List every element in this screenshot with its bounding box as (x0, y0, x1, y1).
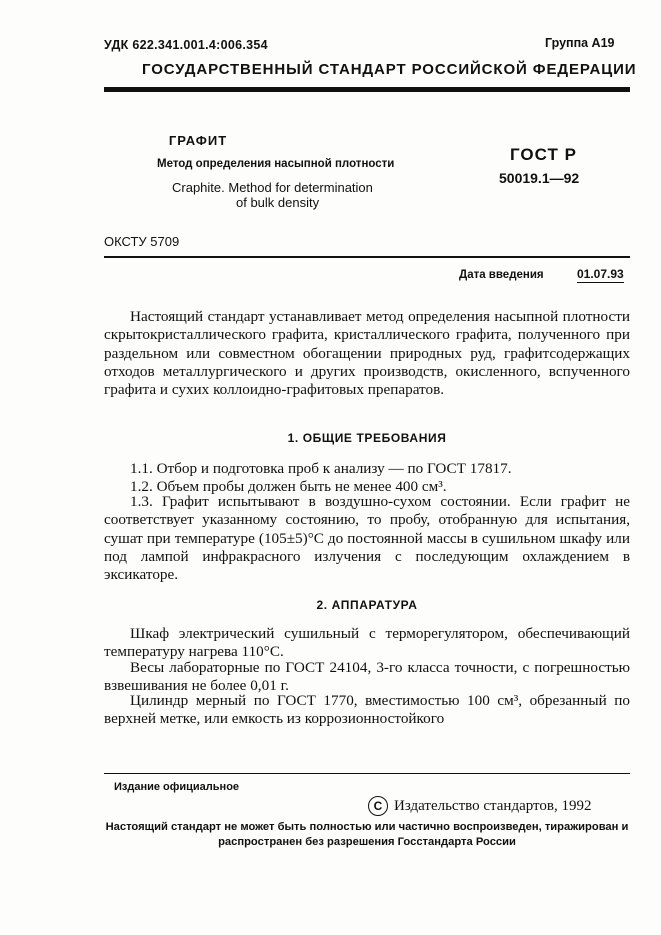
gost-label: ГОСТ Р (510, 145, 577, 164)
english-title-line2: of bulk density (236, 195, 320, 210)
copyright-icon: С (368, 796, 388, 816)
reproduction-notice: Настоящий стандарт не может быть полностью или частично воспроизведен, тиражирован и распространен без разрешения Госстандарта России (105, 821, 629, 848)
title-rule (104, 256, 630, 258)
footer-rule (104, 773, 630, 774)
apparatus-cylinder: Цилиндр мерный по ГОСТ 1770, вместимостью 100 см³, обрезанный по верхней метке, или емкость из коррозионностойкого (104, 692, 630, 728)
clause-1-2: 1.2. Объем пробы должен быть не менее 400 см³. (130, 478, 447, 495)
document-subtitle: Метод определения насыпной плотности (157, 158, 395, 170)
copyright-text: Издательство стандартов, 1992 (394, 798, 592, 814)
english-title-line1: Craphite. Method for determination (172, 180, 373, 195)
intro-paragraph: Настоящий стандарт устанавливает метод определения насыпной плотности скрытокристаллического графита, кристаллического графита, полученного при раздельном или совместном обогащении природных руд, графитсодержащих отходов металлургического и других производств, окисленного, вспученного графита и сухих коллоидно-графитовых препаратов. (104, 308, 630, 399)
clause-1-1: 1.1. Отбор и подготовка проб к анализу — по ГОСТ 17817. (130, 460, 512, 477)
gost-number: 50019.1—92 (499, 170, 580, 186)
document-title: ГРАФИТ (168, 133, 228, 148)
group-code: Группа А19 (545, 36, 615, 50)
section-heading-general: 1. ОБЩИЕ ТРЕБОВАНИЯ (287, 431, 447, 445)
oksty-code: ОКСТУ 5709 (104, 234, 180, 249)
state-standard-heading: ГОСУДАРСТВЕННЫЙ СТАНДАРТ РОССИЙСКОЙ ФЕДЕРАЦИИ (142, 61, 637, 78)
intro-date-value: 01.07.93 (577, 267, 624, 281)
apparatus-scales: Весы лабораторные по ГОСТ 24104, 3-го класса точности, с погрешностью взвешивания не более 0,01 г. (104, 659, 630, 695)
udk-code: УДК 622.341.001.4:006.354 (104, 38, 268, 52)
header-rule (104, 87, 630, 92)
intro-date-label: Дата введения (459, 269, 544, 281)
apparatus-oven: Шкаф электрический сушильный с терморегулятором, обеспечивающий температуру нагрева 110°С. (104, 625, 630, 661)
official-edition-label: Издание официальное (114, 781, 240, 793)
clause-1-3: 1.3. Графит испытывают в воздушно-сухом состоянии. Если графит не соответствует указанному состоянию, то пробу, отобранную для испытания, сушат при температуре (105±5)°С до постоянной массы в сушильном шкафу или под лампой инфракрасного излучения с последующим охлаждением в эксикаторе. (104, 493, 630, 584)
copyright-line (368, 796, 591, 816)
section-heading-apparatus: 2. АППАРАТУРА (316, 598, 418, 612)
